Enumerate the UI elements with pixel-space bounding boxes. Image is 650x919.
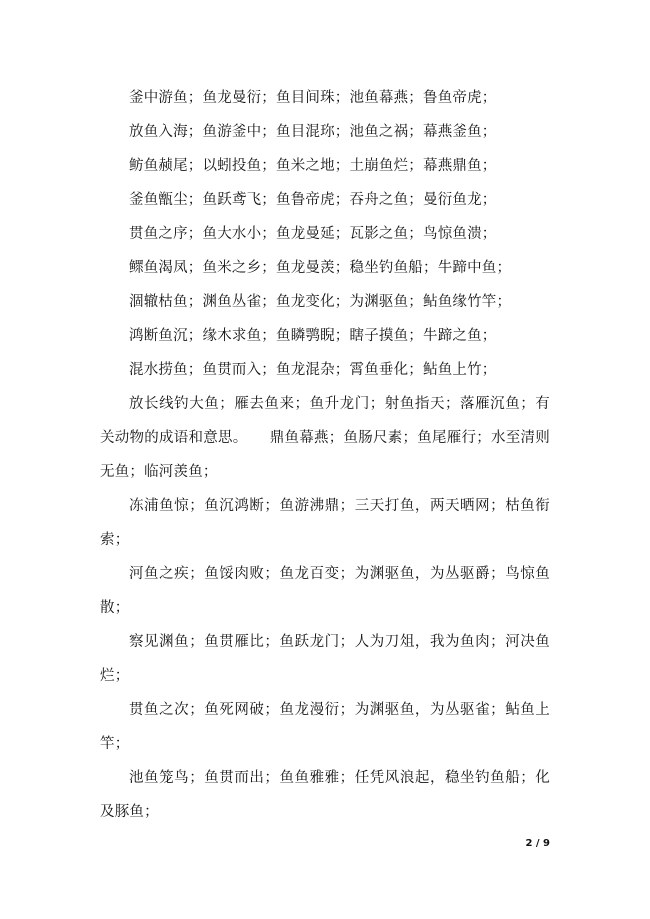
paragraph-14: 贯鱼之次；鱼死网破；鱼龙漫衍；为渊驱鱼，为丛驱雀；鲇鱼上竿； [100, 702, 550, 752]
paragraph-11: 冻浦鱼惊；鱼沉鸿断；鱼游沸鼎；三天打鱼，两天晒网；枯鱼衔索； [100, 498, 550, 548]
paragraph-5: 贯鱼之序；鱼大水小；鱼龙曼延；瓦影之鱼；鸟惊鱼溃； [129, 226, 497, 242]
paragraph-3: 鲂鱼赪尾；以蚓投鱼；鱼米之地；土崩鱼烂；幕燕鼎鱼； [129, 158, 497, 174]
paragraph-4: 釜鱼甑尘；鱼跃鸢飞；鱼鲁帝虎；吞舟之鱼；曼衍鱼龙； [129, 192, 497, 208]
paragraph-7: 涸辙枯鱼；渊鱼丛雀；鱼龙变化；为渊驱鱼；鲇鱼缘竹竿； [129, 294, 512, 310]
page-number: 2 / 9 [525, 838, 550, 849]
paragraph-12: 河鱼之疾；鱼馁肉败；鱼龙百变；为渊驱鱼，为丛驱爵；鸟惊鱼散； [100, 566, 550, 616]
paragraph-1: 釜中游鱼；鱼龙曼衍；鱼目间珠；池鱼幕燕；鲁鱼帝虎； [129, 90, 497, 106]
paragraph-9: 混水捞鱼；鱼贯而入；鱼龙混杂；霄鱼垂化；鲇鱼上竹； [129, 362, 497, 378]
paragraph-13: 察见渊鱼；鱼贯雁比；鱼跃龙门；人为刀俎，我为鱼肉；河决鱼烂； [100, 634, 550, 684]
paragraph-2: 放鱼入海；鱼游釜中；鱼目混珎；池鱼之祸；幕燕釜鱼； [129, 124, 497, 140]
body-text [100, 81, 550, 829]
paragraph-8: 鸿断鱼沉；缘木求鱼；鱼瞵鹗睨；瞎子摸鱼；牛蹄之鱼； [129, 328, 497, 344]
paragraph-10: 放长线钓大鱼；雁去鱼来；鱼升龙门；射鱼指天；落雁沉鱼；有关动物的成语和意思。 鼎鱼幕燕；鱼肠尺素；鱼尾雁行；水至清则无鱼；临河羡鱼； [100, 396, 550, 480]
paragraph-6: 鳏鱼渴凤；鱼米之乡；鱼龙曼羡；稳坐钓鱼船；牛蹄中鱼； [129, 260, 512, 276]
paragraph-15: 池鱼笼鸟；鱼贯而出；鱼鱼雅雅；任凭风浪起，稳坐钓鱼船；化及豚鱼； [100, 770, 550, 820]
